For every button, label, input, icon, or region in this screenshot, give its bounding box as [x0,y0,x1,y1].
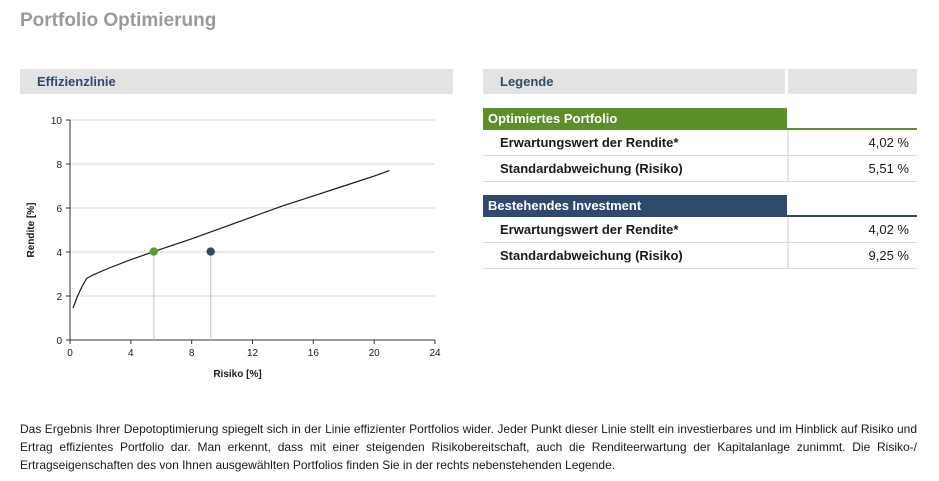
chart-svg [20,100,453,390]
legend-row-value: 4,02 % [787,130,917,155]
legend-row-existing-return [483,217,917,243]
x-tick-label: 0 [67,348,73,359]
legend-row-label: Erwartungswert der Rendite* [500,222,679,237]
y-tick-label: 2 [56,292,62,303]
x-tick-label: 16 [307,348,319,359]
y-axis-label: Rendite [%] [26,202,37,258]
legend-panel-header: Legende [483,69,785,94]
x-tick-label: 4 [128,348,134,359]
y-tick-label: 0 [56,336,62,347]
legend-section-optimized-title [483,108,787,130]
legend-row-label: Standardabweichung (Risiko) [500,161,683,176]
legend-section-existing-label: Bestehendes Investment [488,198,642,213]
x-tick-label: 20 [368,348,380,359]
legend-row-value: 5,51 % [787,156,917,181]
description-text: Das Ergebnis Ihrer Depotoptimierung spiegelt sich in der Linie effizienter Portfolios wider. Jeder Punkt dieser Linie stellt ein investierbares und im Hinblick auf Risiko und Ertrag effizientes Portfolio dar. Man erkennt, dass mit einer steigenden Risikobereitschaft, auch die Renditeerwartung der Kapitalanlage zunimmt. Die Risiko-/ Ertragseigenschaften des von Ihnen ausgewählten Portfolios finden Sie in der rechts nebenstehenden Legende. [20,422,917,472]
x-axis-label: Risiko [%] [213,369,262,380]
legend-row-optimized-return [483,130,917,156]
optimized-portfolio-point [150,247,158,255]
chart-panel-header: Effizienzlinie [20,69,453,94]
y-tick-label: 8 [56,160,62,171]
legend-header-value-column [788,69,917,94]
legend-row-existing-risk [483,243,917,269]
efficient-frontier-line [73,171,389,309]
y-tick-label: 6 [56,204,62,215]
legend-row-label: Erwartungswert der Rendite* [500,135,679,150]
legend-row-value: 9,25 % [787,243,917,268]
y-tick-label: 10 [50,116,62,127]
x-tick-label: 8 [188,348,195,359]
legend-row-value: 4,02 % [787,217,917,242]
x-tick-label: 12 [246,348,259,359]
legend-section-optimized-label: Optimiertes Portfolio [488,111,618,126]
x-tick-label: 24 [429,348,441,359]
efficient-frontier-chart [20,100,453,390]
page-title: Portfolio Optimierung [20,10,217,31]
legend-row-optimized-risk [483,156,917,182]
legend-row-label: Standardabweichung (Risiko) [500,248,683,263]
y-tick-label: 4 [56,248,62,259]
legend-section-existing-title [483,195,787,217]
existing-investment-point [206,247,214,255]
